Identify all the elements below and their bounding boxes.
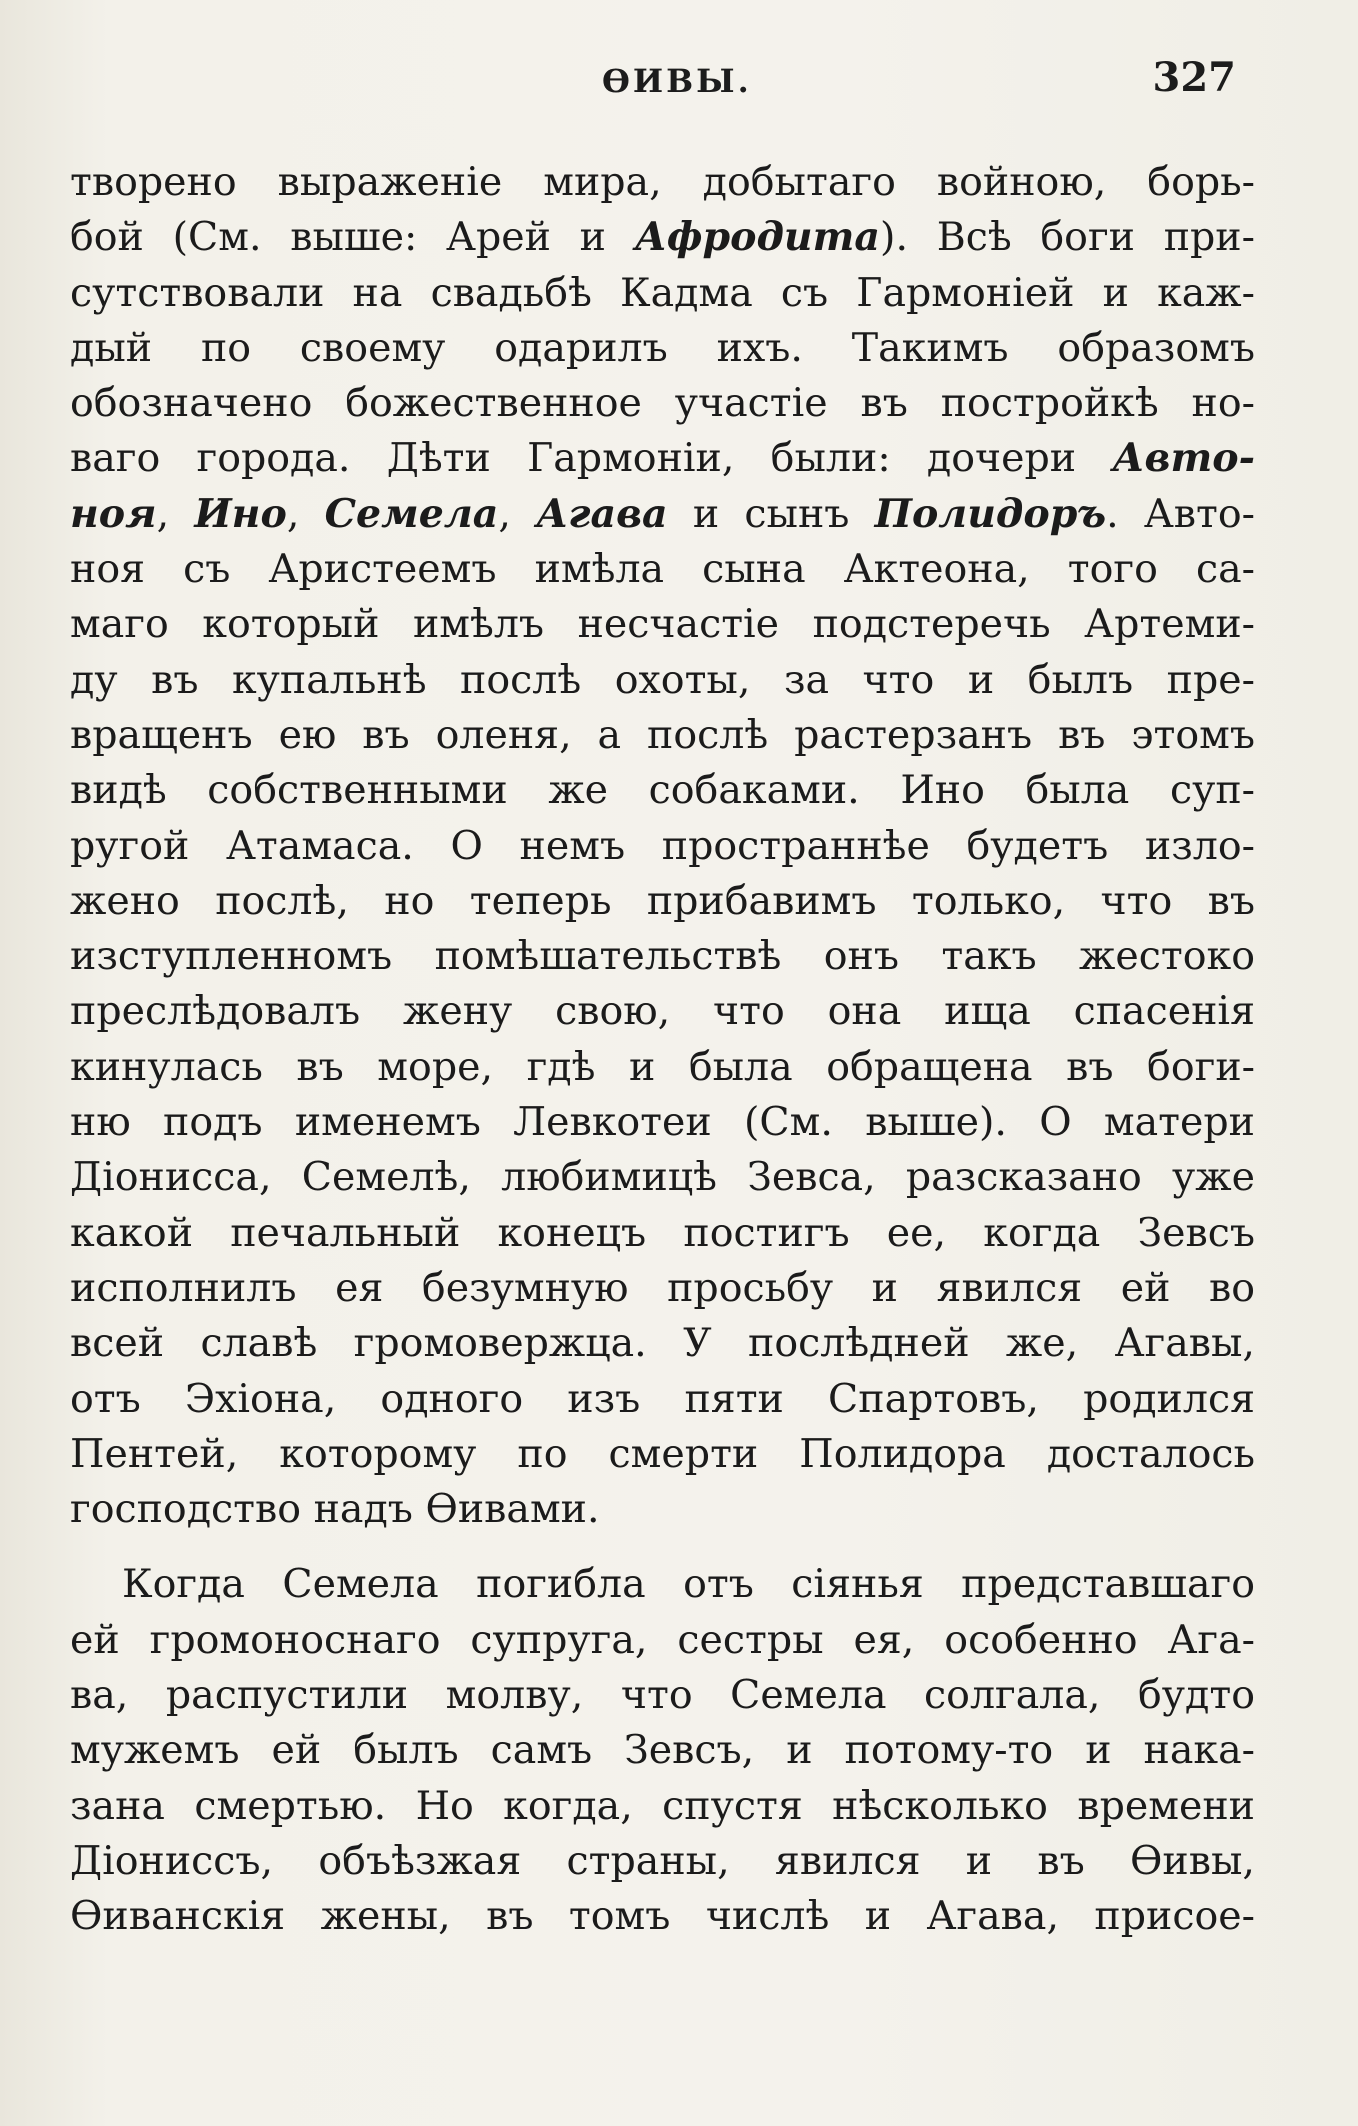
text-line: какой печальный конецъ постигъ ее, когда Зевсъ xyxy=(70,1209,1255,1256)
body-text xyxy=(70,155,1255,1945)
running-title: ѲИВЫ. xyxy=(602,62,752,100)
text-line: преслѣдовалъ жену свою, что она ища спасенія xyxy=(70,988,1255,1035)
text-line: изступленномъ помѣшательствѣ онъ такъ жестоко xyxy=(70,933,1255,980)
emphasis-name: ноя xyxy=(70,490,157,537)
text-line: дый по своему одарилъ ихъ. Такимъ образомъ xyxy=(70,324,1255,371)
text-line: обозначено божественное участіе въ постройкѣ но- xyxy=(70,380,1255,427)
emphasis-name: Агава xyxy=(536,490,668,537)
emphasis-name: Семела xyxy=(324,490,499,537)
text-run: ). Всѣ боги при- xyxy=(880,214,1255,261)
text-run: и сынъ xyxy=(667,490,875,537)
text-line: ей громоноснаго супруга, сестры ея, особенно Ага- xyxy=(70,1616,1255,1663)
text-line: исполнилъ ея безумную просьбу и явился ей во xyxy=(70,1264,1255,1311)
text-line xyxy=(70,431,1255,486)
page-number: 327 xyxy=(1152,54,1236,101)
text-line: сутствовали на свадьбѣ Кадма съ Гармоніей и каж- xyxy=(70,269,1255,316)
running-head xyxy=(0,54,1358,112)
text-line: отъ Эхіона, одного изъ пяти Спартовъ, родился xyxy=(70,1375,1255,1422)
text-run: ваго города. Дѣти Гармоніи, были: дочери xyxy=(70,435,1113,482)
text-line: ноя, Ино, Семела, Агава и сынъ Полидоръ. Авто- xyxy=(70,490,1255,537)
text-line: ва, распустили молву, что Семела солгала, будто xyxy=(70,1672,1255,1719)
emphasis-name: Ино xyxy=(194,490,287,537)
text-run: бой (См. выше: Арей и xyxy=(70,214,635,261)
text-line: вращенъ ею въ оленя, а послѣ растерзанъ въ этомъ xyxy=(70,711,1255,758)
text-line: Ѳиванскія жены, въ томъ числѣ и Агава, присое- xyxy=(70,1893,1255,1940)
emphasis-name: Полидоръ xyxy=(874,490,1107,537)
text-line: маго который имѣлъ несчастіе подстеречь Артеми- xyxy=(70,601,1255,648)
text-line: Когда Семела погибла отъ сіянья представшаго xyxy=(122,1561,1255,1608)
text-line: жено послѣ, но теперь прибавимъ только, что въ xyxy=(70,877,1255,924)
text-line: всей славѣ громовержца. У послѣдней же, Агавы, xyxy=(70,1320,1255,1367)
paragraph-gap xyxy=(70,1537,1255,1557)
text-line: ругой Атамаса. О немъ пространнѣе будетъ изло- xyxy=(70,822,1255,869)
text-line: ноя съ Аристеемъ имѣла сына Актеона, того са- xyxy=(70,546,1255,593)
text-line xyxy=(70,210,1255,265)
text-line: зана смертью. Но когда, спустя нѣсколько времени xyxy=(70,1782,1255,1829)
text-line: Пентей, которому по смерти Полидора досталось xyxy=(70,1430,1255,1477)
text-line: мужемъ ей былъ самъ Зевсъ, и потому-то и нака- xyxy=(70,1727,1255,1774)
emphasis-name: Афродита xyxy=(634,214,881,261)
text-line: ду въ купальнѣ послѣ охоты, за что и былъ пре- xyxy=(70,656,1255,703)
text-line: Діониссъ, объѣзжая страны, явился и въ Ѳивы, xyxy=(70,1837,1255,1884)
text-line: творено выраженіе мира, добытаго войною, борь- xyxy=(70,159,1255,205)
text-line: видѣ собственными же собаками. Ино была суп- xyxy=(70,767,1255,814)
text-line: кинулась въ море, гдѣ и была обращена въ боги- xyxy=(70,1043,1255,1090)
text-run: . Авто- xyxy=(1106,490,1255,537)
emphasis-name: Авто- xyxy=(1112,435,1255,482)
text-line: господство надъ Ѳивами. xyxy=(70,1486,600,1533)
text-line: Діонисса, Семелѣ, любимицѣ Зевса, разсказано уже xyxy=(70,1154,1255,1201)
text-line: ню подъ именемъ Левкотеи (См. выше). О матери xyxy=(70,1099,1255,1146)
